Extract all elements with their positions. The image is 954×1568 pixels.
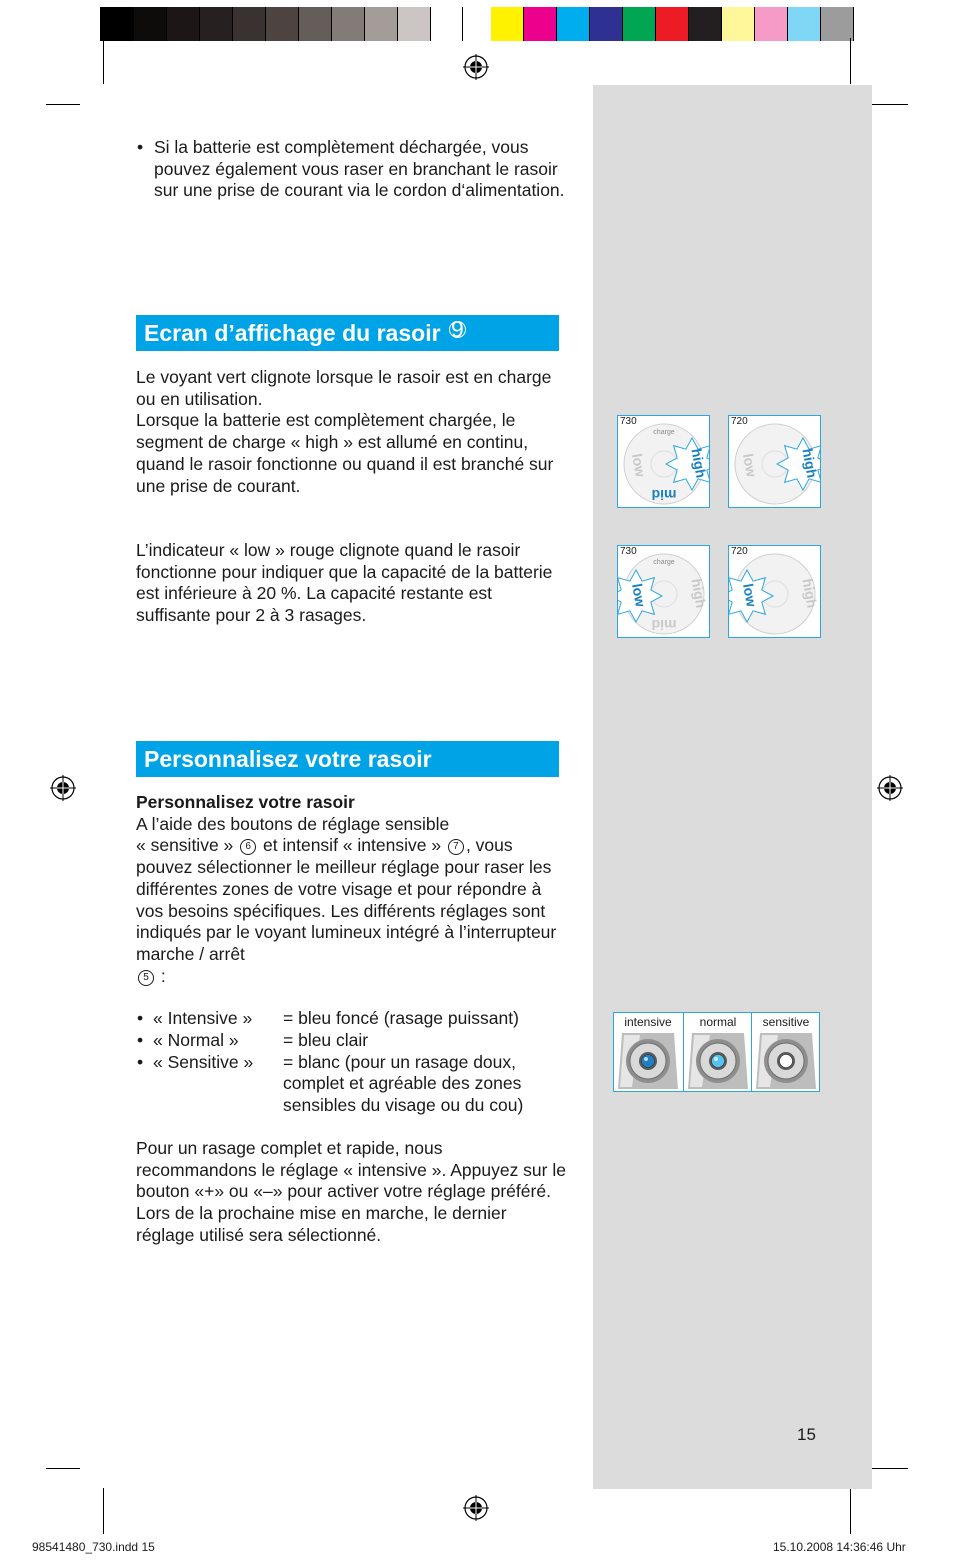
color-swatch (332, 7, 365, 41)
setting-value: complet et agréable des zones (283, 1073, 522, 1093)
color-swatch (100, 7, 134, 41)
section-title: Personnalisez votre rasoir (144, 746, 432, 772)
color-swatch (689, 7, 722, 41)
color-swatch (788, 7, 821, 41)
footer-date: 15.10.2008 14:36:46 Uhr (773, 1540, 906, 1554)
color-swatch (821, 7, 854, 41)
power-switch-icon (614, 1031, 682, 1091)
display-illustration (617, 415, 710, 508)
personalize-text (136, 792, 566, 987)
mode-label: intensive (624, 1015, 672, 1029)
color-swatch (266, 7, 299, 41)
color-swatch (299, 7, 332, 41)
svg-text:high: high (688, 447, 710, 480)
illustration-panel (593, 85, 872, 1489)
mode-indicator-panel (613, 1012, 820, 1092)
color-swatch (722, 7, 755, 41)
svg-text:mid: mid (651, 487, 677, 503)
bullet-dot: • (137, 1052, 144, 1072)
setting-value: = blanc (pour un rasage doux, (283, 1052, 517, 1072)
svg-text:high: high (688, 577, 710, 610)
crop-mark (872, 1468, 908, 1469)
display-description-2: L’indicateur « low » rouge clignote quand le rasoir fonctionne pour indiquer que la capacité de la batterie est inférieure à 20 %. La capacité restante est suffisante pour 2 à 3 rasages. (136, 540, 553, 626)
registration-mark-icon (50, 775, 76, 801)
model-label: 730 (620, 416, 637, 427)
display-illustration (617, 545, 710, 638)
reference-number: 5 (138, 970, 154, 986)
color-swatch (656, 7, 689, 41)
section-heading-display (136, 315, 559, 351)
battery-display-icon (729, 546, 821, 638)
svg-text:low: low (740, 582, 760, 609)
color-swatch (755, 7, 788, 41)
svg-text:charge: charge (653, 429, 675, 436)
setting-value: = bleu clair (283, 1030, 369, 1050)
text-line: et intensif « intensive » (263, 835, 442, 856)
setting-value: sensibles du visage ou du cou) (283, 1095, 524, 1115)
reference-number: 7 (448, 839, 464, 855)
crop-mark (872, 104, 908, 105)
color-calibration-bar (100, 7, 854, 41)
color-swatch (524, 7, 557, 41)
color-swatch (557, 7, 590, 41)
text-line: « sensitive » (136, 835, 234, 856)
page-number: 15 (797, 1425, 816, 1444)
svg-text:high: high (799, 577, 821, 610)
color-swatch (398, 7, 431, 41)
color-swatch (134, 7, 167, 41)
model-label: 720 (731, 546, 748, 557)
footer-file: 98541480_730.indd 15 (32, 1540, 155, 1554)
model-label: 730 (620, 546, 637, 557)
intro-text: Si la batterie est complètement déchargée, vous pouvez également vous raser en branchant le rasoir sur une prise de courant via le cordon d‘alimentation. (154, 137, 565, 201)
svg-text:mid: mid (651, 617, 677, 633)
crop-mark (46, 104, 80, 105)
bullet-dot: • (137, 1008, 144, 1028)
recommendation-text: Pour un rasage complet et rapide, nous recommandons le réglage « intensive ». Appuyez sur le bouton «+» ou «–» pour activer votre réglage préféré. Lors de la prochaine mise en marche, le dernier réglage utilisé sera sélectionné. (136, 1138, 566, 1245)
crop-mark (103, 38, 104, 84)
mode-label: sensitive (762, 1015, 810, 1029)
text-line: , vous (465, 835, 513, 856)
setting-value: = bleu foncé (rasage puissant) (283, 1008, 519, 1028)
svg-text:high: high (799, 447, 821, 480)
color-swatch (590, 7, 623, 41)
model-label: 720 (731, 416, 748, 427)
setting-label: « Intensive » (153, 1008, 253, 1028)
color-swatch (233, 7, 266, 41)
registration-mark-icon (463, 1495, 489, 1521)
svg-text:charge: charge (653, 559, 675, 566)
color-swatch (623, 7, 656, 41)
svg-text:low: low (740, 452, 760, 479)
text-block: pouvez sélectionner le meilleur réglage pour raser les différentes zones de votre visage et pour répondre à vos besoins spécifiques. Les différents réglages sont indiqués par le voyant lumineux intégré à l’interrupteur marche / arrêt (136, 857, 557, 964)
reference-number: 9 (449, 321, 466, 338)
intro-bullet (137, 137, 567, 202)
power-switch-icon (684, 1031, 752, 1091)
registration-mark-icon (877, 775, 903, 801)
color-swatch (200, 7, 233, 41)
mode-normal (683, 1013, 752, 1091)
section-heading-personalize (136, 741, 559, 777)
mode-sensitive (751, 1013, 820, 1091)
reference-number: 6 (240, 839, 256, 855)
display-illustration (728, 545, 821, 638)
battery-display-icon (618, 416, 710, 508)
battery-display-icon (618, 546, 710, 638)
color-swatch (431, 7, 464, 41)
setting-label: « Sensitive » (153, 1052, 254, 1072)
color-swatch (491, 7, 524, 41)
subheading: Personnalisez votre rasoir (136, 792, 355, 812)
mode-label: normal (699, 1015, 737, 1029)
setting-label: « Normal » (153, 1030, 239, 1050)
text-line: : (160, 965, 166, 986)
color-swatch (167, 7, 200, 41)
bullet-dot: • (137, 137, 144, 157)
mode-intensive (614, 1013, 682, 1091)
battery-display-icon (729, 416, 821, 508)
crop-mark (103, 1488, 104, 1534)
bullet-dot: • (137, 1030, 144, 1050)
crop-mark (46, 1468, 80, 1469)
display-illustration (728, 415, 821, 508)
svg-text:low: low (629, 452, 649, 479)
color-swatch (365, 7, 398, 41)
text-line: A l’aide des boutons de réglage sensible (136, 813, 450, 834)
power-switch-icon (752, 1031, 820, 1091)
svg-text:low: low (629, 582, 649, 609)
section-title: Ecran d’affichage du rasoir (144, 320, 441, 346)
crop-mark (850, 1488, 851, 1534)
registration-mark-icon (463, 54, 489, 80)
crop-mark (850, 38, 851, 84)
display-description-1: Le voyant vert clignote lorsque le rasoir est en charge ou en utilisation. Lorsque la batterie est complètement chargée, le segment de charge « high » est allumé en continu, quand le rasoir fonctionne ou quand il est branché sur une prise de courant. (136, 367, 554, 496)
